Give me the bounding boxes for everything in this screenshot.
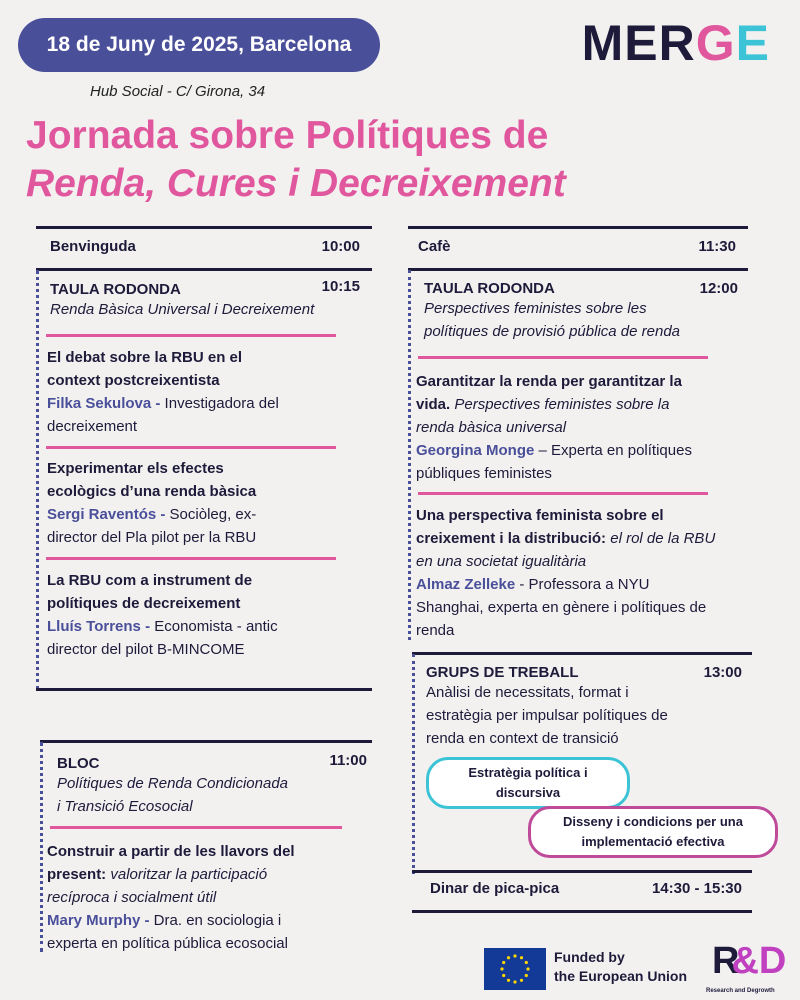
talk4-role-a: Dra. en sociologia i [149, 912, 282, 929]
page-title [26, 112, 786, 208]
talk2-title-b: ecològics d’una renda bàsica [47, 483, 257, 500]
divider [408, 268, 748, 271]
lunch-label: Dinar de pica-pica [430, 880, 560, 897]
talk5-title-a: Garantitzar la renda per garantitzar la [416, 373, 682, 390]
cafe-label: Cafè [418, 238, 451, 255]
talk6-title-b-bold: creixement i la distribució: [416, 530, 607, 547]
lunch-row [430, 880, 742, 897]
divider [412, 870, 752, 873]
talk1 [47, 346, 367, 438]
dotted-line [36, 270, 39, 690]
talk1-title-a: El debat sobre la RBU en el [47, 349, 243, 366]
talk1-speaker: Filka Sekulova - [47, 395, 161, 412]
dotted-line [408, 270, 411, 640]
groups-desc-a: Anàlisi de necessitats, format i [426, 684, 629, 701]
talk6-title-c: en una societat igualitària [416, 553, 587, 570]
talk5-role-b: públiques feministes [416, 465, 552, 482]
talk6-speaker: Almaz Zelleke [416, 576, 516, 593]
dotted-line [412, 654, 415, 874]
event-venue: Hub Social - C/ Girona, 34 [90, 83, 266, 100]
talk3-role-b: director del pilot B-MINCOME [47, 641, 245, 658]
talk3-role-a: Economista - antic [150, 618, 278, 635]
talk2-speaker: Sergi Raventós - [47, 506, 166, 523]
rd-logo-r: R [712, 940, 740, 982]
rd-logo-amp: &D [731, 940, 787, 982]
talk1-role-a: Investigadora del [160, 395, 279, 412]
talk2 [47, 457, 367, 549]
bloc-time: 11:00 [329, 752, 367, 769]
talk1-role-b: decreixement [47, 418, 138, 435]
talk4-title-c: recíproca i socialment útil [47, 889, 217, 906]
table2-subtitle-b: polítiques de provisió pública de renda [424, 323, 681, 340]
title-line-1: Jornada sobre Polítiques de [26, 114, 549, 157]
eu-flag-icon [484, 948, 546, 990]
talk6-role-b: Shanghai, experta en gènere i polítiques de [416, 599, 707, 616]
divider [408, 226, 748, 229]
talk2-role-a: Sociòleg, ex- [165, 506, 257, 523]
cafe-row [418, 238, 736, 255]
talk5-title-b-italic: Perspectives feministes sobre la [450, 396, 670, 413]
merge-logo: MERGE [581, 15, 770, 71]
divider [40, 740, 372, 743]
welcome-label: Benvinguda [50, 238, 136, 255]
divider [418, 492, 708, 495]
cafe-time: 11:30 [698, 238, 736, 255]
table1-block [50, 278, 360, 321]
title-line-2: Renda, Cures i Decreixement [26, 162, 566, 205]
table1-time: 10:15 [321, 278, 360, 295]
table2-subtitle-a: Perspectives feministes sobre les [424, 300, 647, 317]
table1-heading: TAULA RODONDA [50, 281, 181, 298]
talk4-speaker: Mary Murphy - [47, 912, 150, 929]
workgroup-chip-strategy [426, 757, 630, 809]
talk3 [47, 569, 367, 638]
bloc-heading: BLOC [57, 755, 100, 772]
talk6-title-a: Una perspectiva feminista sobre el [416, 507, 664, 524]
talk6 [416, 504, 786, 642]
bloc-block [57, 752, 367, 818]
bloc-subtitle-a: Polítiques de Renda Condicionada [57, 775, 288, 792]
date-pill [18, 18, 380, 72]
table2-heading: TAULA RODONDA [424, 280, 555, 297]
eu-line-2: the European Union [554, 968, 687, 984]
table1-subtitle: Renda Bàsica Universal i Decreixement [50, 301, 315, 318]
chip2-line-a: Disseny i condicions per una [563, 814, 743, 829]
divider [36, 688, 372, 691]
eu-line-1: Funded by [554, 949, 625, 965]
welcome-row [50, 238, 360, 255]
divider [46, 557, 336, 560]
talk4-title-b-bold: present: [47, 866, 107, 883]
talk4-title-b-italic: valoritzar la participació [106, 866, 268, 883]
rd-subtitle: Research and Degrowth [706, 988, 775, 994]
groups-time: 13:00 [703, 664, 742, 681]
talk4-role-b: experta en política pública ecosocial [47, 935, 288, 952]
welcome-time: 10:00 [321, 238, 360, 255]
talk3-title-a: La RBU com a instrument de [47, 572, 253, 589]
divider [36, 268, 372, 271]
divider [46, 446, 336, 449]
divider [36, 226, 372, 229]
groups-desc-b: estratègia per impulsar polítiques de [426, 707, 668, 724]
talk1-title-b: context postcreixentista [47, 372, 220, 389]
divider [46, 334, 336, 337]
divider [412, 910, 752, 913]
dotted-line [40, 742, 43, 952]
groups-block [426, 664, 742, 750]
talk2-title-a: Experimentar els efectes [47, 460, 224, 477]
chip1-line-b: discursiva [495, 785, 561, 800]
talk4 [47, 840, 377, 955]
talk6-title-b-italic: el rol de la RBU [606, 530, 716, 547]
rd-logo [712, 940, 786, 983]
talk5-speaker: Georgina Monge [416, 442, 535, 459]
bloc-subtitle-b: i Transició Ecosocial [57, 798, 193, 815]
talk6-role-c: renda [416, 622, 455, 639]
chip2-line-b: implementació efectiva [581, 834, 725, 849]
talk4-title-a: Construir a partir de les llavors del [47, 843, 295, 860]
talk2-role-b: director del Pla pilot per la RBU [47, 529, 257, 546]
talk5-role-a: – Experta en polítiques [534, 442, 692, 459]
talk5-title-c: renda bàsica universal [416, 419, 567, 436]
eu-funding-text [554, 948, 687, 986]
divider [412, 652, 752, 655]
table2-time: 12:00 [699, 280, 738, 297]
event-date: 18 de Juny de 2025, Barcelona [46, 33, 352, 56]
talk3-speaker: Lluís Torrens - [47, 618, 151, 635]
table2-block [424, 280, 738, 343]
chip1-line-a: Estratègia política i [468, 765, 588, 780]
talk3-title-b: polítiques de decreixement [47, 595, 241, 612]
divider [50, 826, 342, 829]
workgroup-chip-design [528, 806, 778, 858]
lunch-time: 14:30 - 15:30 [651, 880, 742, 897]
groups-desc-c: renda en context de transició [426, 730, 619, 747]
talk5 [416, 370, 776, 485]
talk6-role-a: - Professora a NYU [515, 576, 650, 593]
talk5-title-b-bold: vida. [416, 396, 451, 413]
divider [418, 356, 708, 359]
groups-heading: GRUPS DE TREBALL [426, 664, 579, 681]
